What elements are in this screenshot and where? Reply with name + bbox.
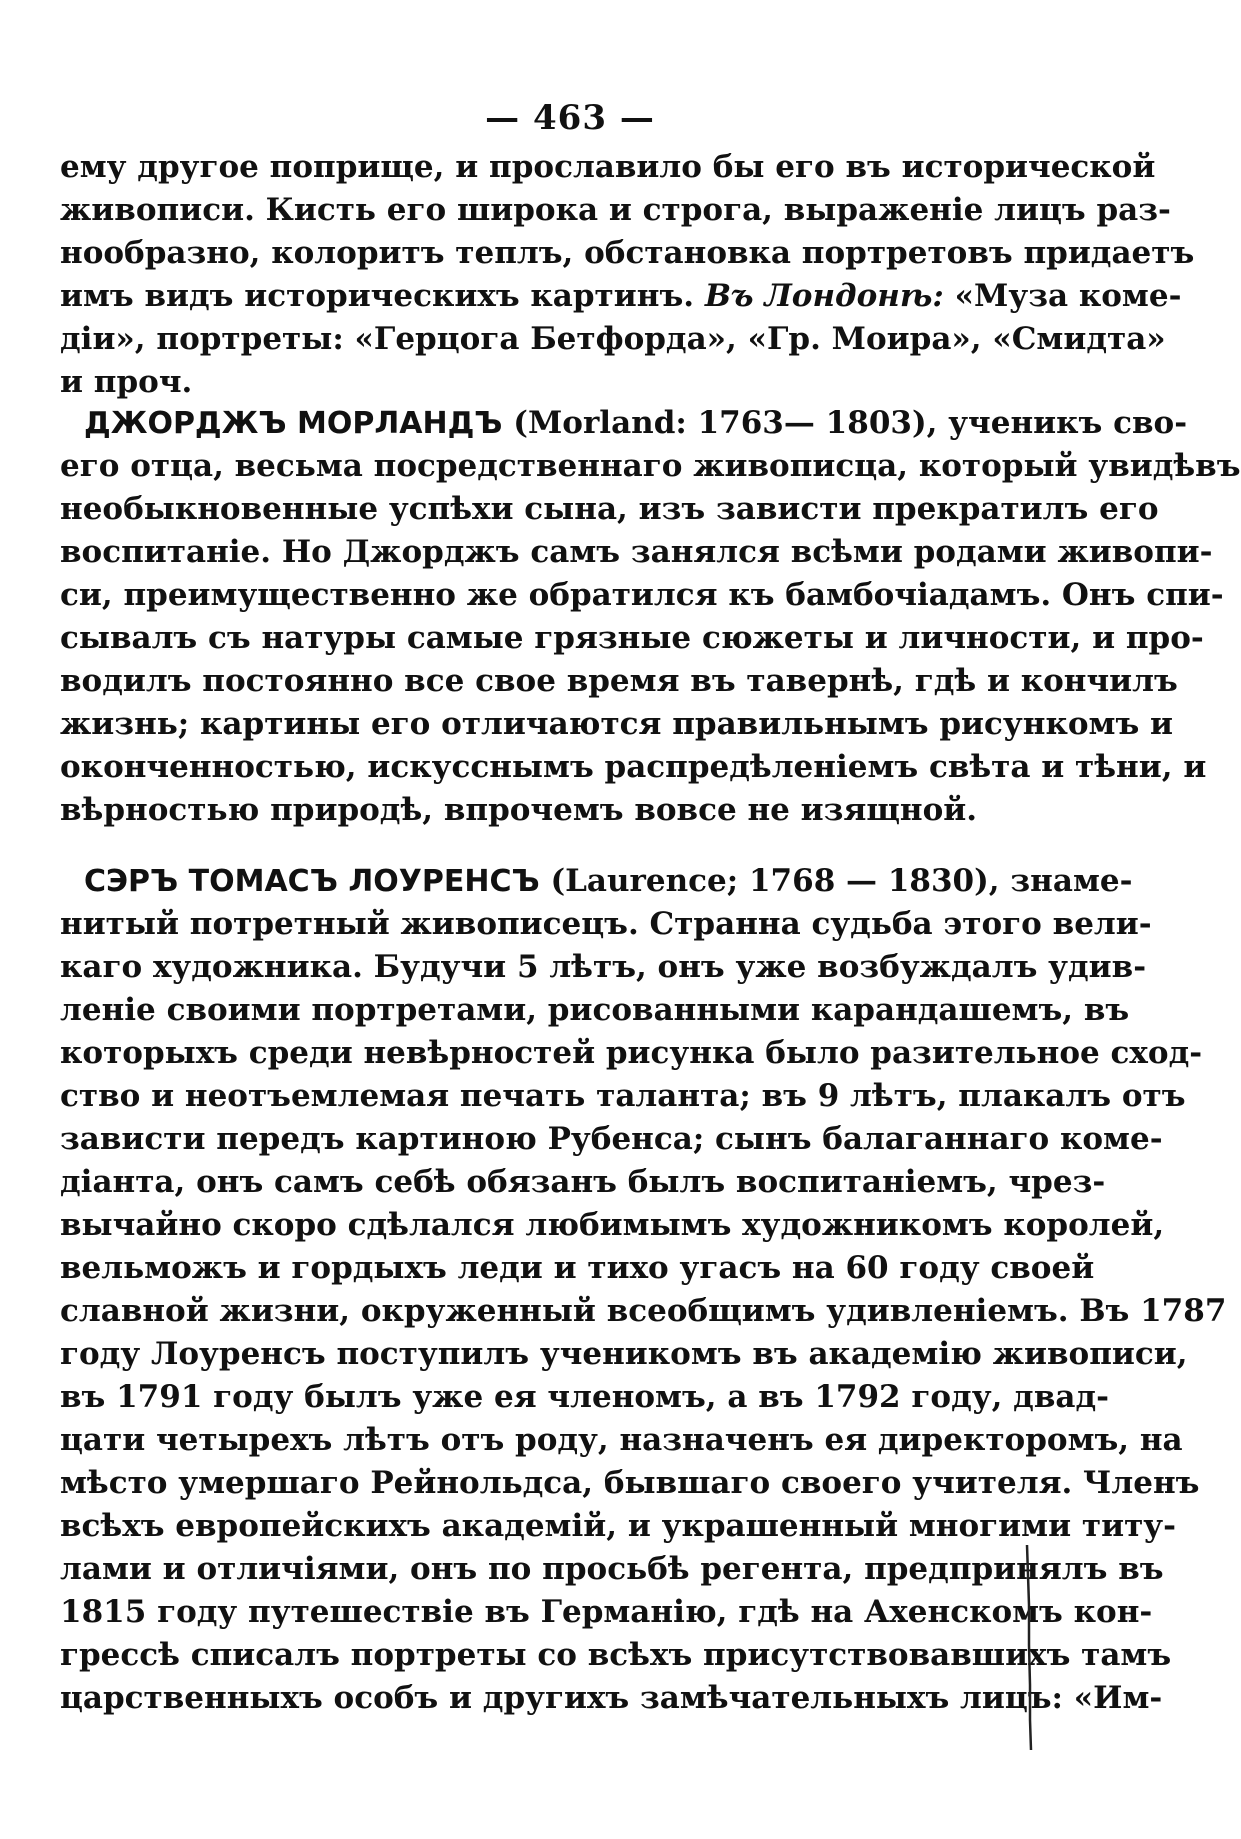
text-line: вельможъ и гордыхъ леди и тихо угасъ на 60 году своей <box>60 1250 1095 1286</box>
text-line: си, преимущественно же обратился къ бамбочіадамъ. Онъ спи- <box>60 577 1224 613</box>
text-line: году Лоуренсъ поступилъ ученикомъ въ академію живописи, <box>60 1336 1188 1372</box>
text-line: ство и неотъемлемая печать таланта; въ 9 лѣтъ, плакалъ отъ <box>60 1078 1186 1114</box>
text-line: воспитаніе. Но Джорджъ самъ занялся всѣми родами живопи- <box>60 534 1213 570</box>
text-line: ему другое поприще, и прославило бы его въ исторической <box>60 149 1156 185</box>
text-segment: имъ видъ историческихъ картинъ. <box>60 278 695 314</box>
text-line: оконченностью, искусснымъ распредѣленіемъ свѣта и тѣни, и <box>60 749 1207 785</box>
text-line: леніе своими портретами, рисованными карандашемъ, въ <box>60 992 1130 1028</box>
text-line: въ 1791 году былъ уже ея членомъ, а въ 1792 году, двад- <box>60 1379 1109 1415</box>
text-line: зависти передъ картиною Рубенса; сынъ балаганнаго коме- <box>60 1121 1163 1157</box>
text-line: его отца, весьма посредственнаго живописца, который увидѣвъ <box>60 448 1241 484</box>
text-line: вычайно скоро сдѣлался любимымъ художникомъ королей, <box>60 1207 1165 1243</box>
artist-name: СЭРЪ ТОМАСЪ ЛОУРЕНСЪ <box>84 864 540 899</box>
text-line: водилъ постоянно все свое время въ тавернѣ, гдѣ и кончилъ <box>60 663 1178 699</box>
text-line: живописи. Кисть его широка и строга, выраженіе лицъ раз- <box>60 192 1171 228</box>
text-line: лами и отличіями, онъ по просьбѣ регента, предпринялъ въ <box>60 1551 1164 1587</box>
text-line: каго художника. Будучи 5 лѣтъ, онъ уже возбуждалъ удив- <box>60 949 1147 985</box>
text-line: 1815 году путешествіе въ Германію, гдѣ на Ахенскомъ кон- <box>60 1594 1153 1630</box>
text-line: необыкновенные успѣхи сына, изъ зависти прекратилъ его <box>60 491 1159 527</box>
text-line: и проч. <box>60 364 193 400</box>
text-line: цати четырехъ лѣтъ отъ роду, назначенъ ея директоромъ, на <box>60 1422 1183 1458</box>
page-number: — 463 — <box>485 98 655 138</box>
text-line: сывалъ съ натуры самые грязные сюжеты и личности, и про- <box>60 620 1204 656</box>
text-line: всѣхъ европейскихъ академій, и украшенный многими титу- <box>60 1508 1176 1544</box>
margin-pencil-mark <box>1024 1545 1028 1750</box>
text-line: грессѣ списалъ портреты со всѣхъ присутствовавшихъ тамъ <box>60 1637 1172 1673</box>
text-line <box>60 402 1188 445</box>
margin-line-icon <box>1024 1545 1034 1750</box>
text-line <box>60 275 1182 318</box>
text-line: которыхъ среди невѣрностей рисунка было разительное сход- <box>60 1035 1203 1071</box>
text-line: нитый потретный живописецъ. Странна судьба этого вели- <box>60 906 1152 942</box>
paragraph-morland <box>60 402 1241 832</box>
text-line: діанта, онъ самъ себѣ обязанъ былъ воспитаніемъ, чрез- <box>60 1164 1106 1200</box>
text-segment: (Laurence; 1768 — 1830), знаме- <box>550 863 1133 899</box>
text-line: жизнь; картины его отличаются правильнымъ рисункомъ и <box>60 706 1174 742</box>
paragraph-continuation <box>60 146 1195 404</box>
text-line: царственныхъ особъ и другихъ замѣчательныхъ лицъ: «Им- <box>60 1680 1163 1716</box>
text-line: нообразно, колоритъ теплъ, обстановка портретовъ придаетъ <box>60 235 1195 271</box>
text-line <box>60 860 1133 903</box>
text-line: вѣрностью природѣ, впрочемъ вовсе не изящной. <box>60 792 978 828</box>
italic-location: Въ Лондонѣ: <box>704 278 944 314</box>
text-line: мѣсто умершаго Рейнольдса, бывшаго своего учителя. Членъ <box>60 1465 1200 1501</box>
text-line: славной жизни, окруженный всеобщимъ удивленіемъ. Въ 1787 <box>60 1293 1227 1329</box>
artist-name: ДЖОРДЖЪ МОРЛАНДЪ <box>84 406 503 441</box>
text-segment: (Morland: 1763— 1803), ученикъ сво- <box>513 405 1188 441</box>
text-segment: «Муза коме- <box>954 278 1182 314</box>
text-line: діи», портреты: «Герцога Бетфорда», «Гр. Моира», «Смидта» <box>60 321 1166 357</box>
paragraph-laurence <box>60 860 1227 1720</box>
